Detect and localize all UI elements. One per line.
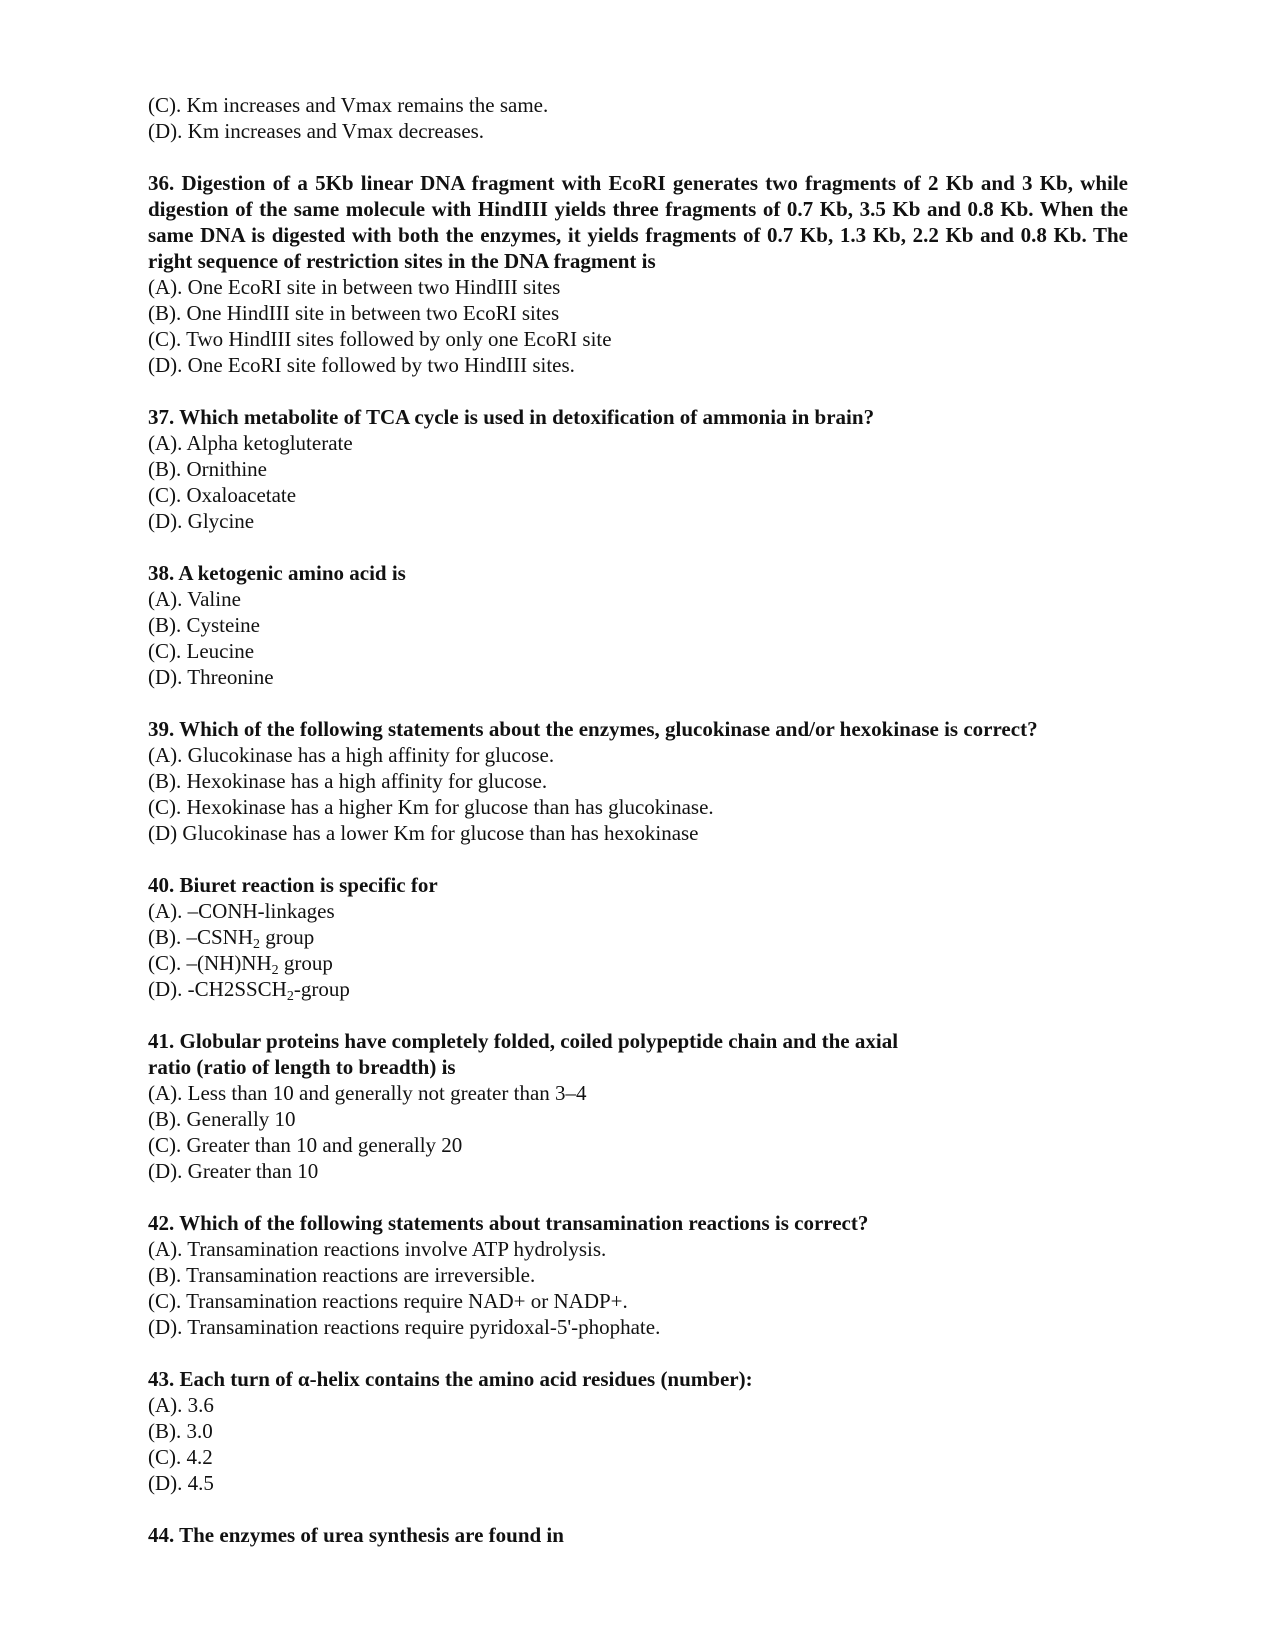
option-c: (C). Two HindIII sites followed by only one EcoRI site [148, 327, 612, 351]
option-a: (A). 3.6 [148, 1393, 214, 1417]
question-page [148, 92, 1128, 1548]
option-a: (A). –CONH-linkages [148, 899, 335, 923]
question-text: 40. Biuret reaction is specific for [148, 873, 438, 897]
option-a: (A). Transamination reactions involve ATP hydrolysis. [148, 1237, 607, 1261]
option-c: (C). 4.2 [148, 1445, 213, 1469]
question-42 [148, 1210, 1128, 1340]
option-d: (D). One EcoRI site followed by two HindIII sites. [148, 353, 575, 377]
option-c: (C). Oxaloacetate [148, 483, 297, 507]
question-41 [148, 1028, 1128, 1184]
option-c: (C). Greater than 10 and generally 20 [148, 1133, 463, 1157]
question-text-line-2: ratio (ratio of length to breadth) is [148, 1055, 456, 1079]
question-38 [148, 560, 1128, 690]
question-text: 42. Which of the following statements about transamination reactions is correct? [148, 1211, 869, 1235]
question-text: 38. A ketogenic amino acid is [148, 561, 406, 585]
option-b: (B). One HindIII site in between two EcoRI sites [148, 301, 560, 325]
subscript: 2 [286, 989, 294, 1004]
option-c: (C). Transamination reactions require NAD+ or NADP+. [148, 1289, 628, 1313]
option-d-suffix: -group [293, 977, 350, 1001]
option-d-text: (D). -CH2SSCH [148, 977, 287, 1001]
question-text: 43. Each turn of α-helix contains the amino acid residues (number): [148, 1367, 753, 1391]
option-b: (B). Hexokinase has a high affinity for glucose. [148, 769, 548, 793]
question-text: 36. Digestion of a 5Kb linear DNA fragment with EcoRI generates two fragments of 2 Kb and 3 Kb, while digestion of the same molecule with HindIII yields three fragments of 0.7 Kb, 3.5 Kb and 0.8 Kb. When the same DNA is digested with both the enzymes, it yields fragments of 0.7 Kb, 1.3 Kb, 2.2 Kb and 0.8 Kb. The right sequence of restriction sites in the DNA fragment is [148, 171, 1128, 273]
question-37 [148, 404, 1128, 534]
option-d: (D). Greater than 10 [148, 1159, 319, 1183]
option-a: (A). Less than 10 and generally not greater than 3–4 [148, 1081, 587, 1105]
option-d: (D). Transamination reactions require pyridoxal-5'-phophate. [148, 1315, 661, 1339]
subscript: 2 [271, 963, 279, 978]
option-b: (B). Generally 10 [148, 1107, 296, 1131]
option-d [148, 976, 1128, 1002]
question-40 [148, 872, 1128, 1002]
option-b: (B). Cysteine [148, 613, 260, 637]
option-c: (C). Km increases and Vmax remains the same. [148, 93, 549, 117]
option-a: (A). Valine [148, 587, 241, 611]
subscript: 2 [253, 937, 261, 952]
question-text: 39. Which of the following statements about the enzymes, glucokinase and/or hexokinase is correct? [148, 717, 1038, 741]
option-b-text: (B). –CSNH [148, 925, 254, 949]
option-d: (D). Glycine [148, 509, 255, 533]
option-a: (A). Alpha ketogluterate [148, 431, 353, 455]
question-36 [148, 170, 1128, 378]
option-d: (D). Km increases and Vmax decreases. [148, 119, 485, 143]
question-39 [148, 716, 1128, 846]
option-b: (B). 3.0 [148, 1419, 213, 1443]
option-d: (D). 4.5 [148, 1471, 214, 1495]
question-text-line-1: 41. Globular proteins have completely folded, coiled polypeptide chain and the axial [148, 1029, 899, 1053]
option-a: (A). Glucokinase has a high affinity for glucose. [148, 743, 555, 767]
question-text: 37. Which metabolite of TCA cycle is used in detoxification of ammonia in brain? [148, 405, 875, 429]
option-d: (D). Threonine [148, 665, 274, 689]
question-43 [148, 1366, 1128, 1496]
option-c-suffix: group [278, 951, 333, 975]
option-b [148, 924, 1128, 950]
option-c-text: (C). –(NH)NH [148, 951, 272, 975]
option-b: (B). Transamination reactions are irreversible. [148, 1263, 536, 1287]
option-b: (B). Ornithine [148, 457, 267, 481]
question-text: 44. The enzymes of urea synthesis are found in [148, 1523, 564, 1547]
question-44 [148, 1522, 1128, 1548]
option-a: (A). One EcoRI site in between two HindIII sites [148, 275, 561, 299]
q35-continuation [148, 92, 1128, 144]
option-c: (C). Hexokinase has a higher Km for glucose than has glucokinase. [148, 795, 714, 819]
option-d: (D) Glucokinase has a lower Km for glucose than has hexokinase [148, 821, 699, 845]
option-c [148, 950, 1128, 976]
option-c: (C). Leucine [148, 639, 255, 663]
option-b-suffix: group [260, 925, 315, 949]
